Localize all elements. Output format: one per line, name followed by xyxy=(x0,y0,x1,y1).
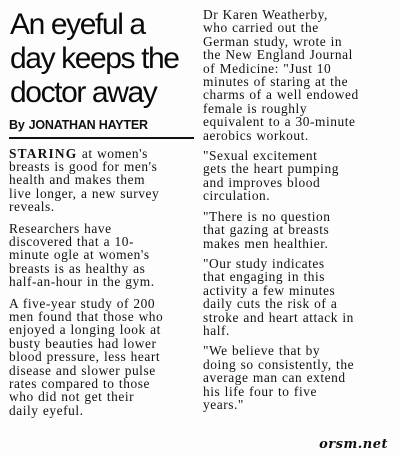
byline-rule xyxy=(9,137,194,139)
text-line: breasts is good for men's xyxy=(9,158,158,174)
text-line: "Sexual excitement xyxy=(203,148,318,164)
text-line: of Medicine: "Just 10 xyxy=(203,60,332,76)
text-line: aerobics workout. xyxy=(203,127,309,143)
text-line: his life four to five xyxy=(203,383,317,399)
text-line: enjoyed a longing look at xyxy=(9,322,161,338)
text-line: health and makes them xyxy=(9,172,146,188)
text-line: that engaging in this xyxy=(203,269,326,285)
text-line: gets the heart pumping xyxy=(203,161,339,177)
text-line: that gazing at breasts xyxy=(203,222,330,238)
text-line: daily eyeful. xyxy=(9,402,84,418)
text-line-rest: at women's xyxy=(77,145,148,161)
text-line: activity a few minutes xyxy=(203,282,336,298)
text-line: blood pressure, less heart xyxy=(9,349,161,365)
text-line: live longer, a new survey xyxy=(9,185,160,201)
text-line: German study, wrote in xyxy=(203,33,343,49)
byline xyxy=(9,118,194,132)
body-paragraph xyxy=(203,210,391,250)
text-line: breasts is as healthy as xyxy=(9,260,146,276)
byline-author: JONATHAN HAYTER xyxy=(28,118,148,132)
lead-word: STARING xyxy=(9,145,78,161)
left-body-text xyxy=(9,147,194,418)
headline-line: An eyeful a xyxy=(10,8,145,41)
text-line: "We believe that by xyxy=(203,343,321,359)
text-line xyxy=(9,147,194,160)
headline-line: day keeps the xyxy=(10,42,179,75)
text-line: reveals. xyxy=(9,199,55,215)
body-paragraph xyxy=(9,297,194,418)
text-line: men found that those who xyxy=(9,308,164,324)
left-column xyxy=(9,8,194,425)
text-line: "There is no question xyxy=(203,208,331,224)
text-line: daily cuts the risk of a xyxy=(203,296,338,312)
text-line: average man can extend xyxy=(203,370,346,386)
right-body-text xyxy=(203,8,391,411)
text-line: equivalent to a 30-minute xyxy=(203,114,356,130)
text-line: the New England Journal xyxy=(203,47,353,63)
text-line: rates compared to those xyxy=(9,376,150,391)
text-line: disease and slower pulse xyxy=(9,362,156,378)
headline-line: doctor away xyxy=(10,76,157,109)
text-line: discovered that a 10- xyxy=(9,233,134,249)
text-line: makes men healthier. xyxy=(203,235,329,251)
text-line: Researchers have xyxy=(9,220,112,236)
text-line: Dr Karen Weatherby, xyxy=(203,7,328,22)
headline xyxy=(10,8,194,110)
text-line: charms of a well endowed xyxy=(203,87,359,103)
text-line: stroke and heart attack in xyxy=(203,309,354,325)
text-line: who did not get their xyxy=(9,389,135,405)
body-paragraph xyxy=(203,8,391,142)
watermark: orsm.net xyxy=(319,437,388,452)
text-line: A five-year study of 200 xyxy=(9,295,156,311)
body-paragraph xyxy=(9,222,194,289)
text-line: half. xyxy=(203,322,230,338)
text-line: and improves blood xyxy=(203,174,321,190)
text-line: minute ogle at women's xyxy=(9,247,150,263)
text-line: "Our study indicates xyxy=(203,255,325,271)
body-paragraph xyxy=(203,257,391,337)
right-column xyxy=(203,8,391,418)
text-line: circulation. xyxy=(203,188,271,204)
text-line: doing so consistently, the xyxy=(203,356,355,372)
text-line: minutes of staring at the xyxy=(203,74,349,90)
text-line: busty beauties had lower xyxy=(9,335,157,351)
body-paragraph xyxy=(203,149,391,203)
text-line: half-an-hour in the gym. xyxy=(9,274,155,290)
byline-by: By xyxy=(9,118,25,132)
text-line: who carried out the xyxy=(203,20,319,36)
body-paragraph xyxy=(9,147,194,214)
text-line: female is roughly xyxy=(203,100,308,116)
text-line: years." xyxy=(203,396,244,412)
body-paragraph xyxy=(203,344,391,411)
